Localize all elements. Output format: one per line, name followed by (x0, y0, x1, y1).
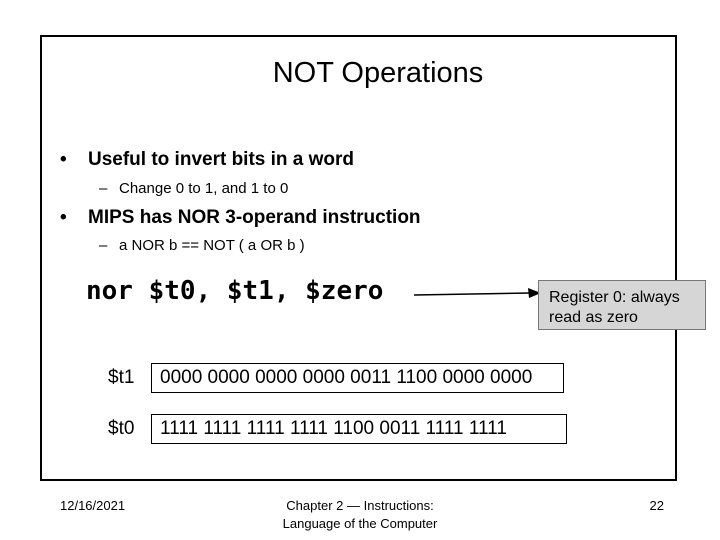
bullet-marker: • (60, 149, 67, 170)
arrow-icon (414, 282, 542, 302)
footer-page-number: 22 (649, 498, 664, 513)
register-t1-value (151, 363, 564, 393)
footer-date: 12/16/2021 (60, 498, 126, 513)
register-t0-box (151, 414, 567, 444)
bullet-marker: • (60, 207, 67, 228)
footer-chapter (260, 497, 460, 533)
sub-marker: – (99, 180, 108, 197)
bullet-2 (60, 206, 421, 230)
bullet-1-sub-text: Change 0 to 1, and 1 to 0 (119, 180, 289, 197)
register-label-t1: $t1 (108, 367, 135, 388)
slide-title: NOT Operations (272, 57, 484, 89)
footer-chapter-line-2: Language of the Computer (282, 516, 438, 531)
callout-line-1: Register 0: always (549, 289, 680, 306)
sub-marker: – (99, 237, 108, 254)
register-t1-box (151, 363, 564, 393)
bullet-2-sub-text: a NOR b == NOT ( a OR b ) (119, 237, 305, 254)
bullet-2-sub (99, 236, 305, 256)
register-t0-value (151, 414, 567, 444)
bullet-1-sub (99, 179, 289, 199)
bullet-2-text: MIPS has NOR 3-operand instruction (88, 207, 421, 228)
register-t1-bits: 0000 0000 0000 0000 0011 1100 0000 0000 (160, 367, 533, 388)
footer-chapter-line-1: Chapter 2 — Instructions: (286, 498, 434, 513)
callout-line-2: read as zero (549, 309, 638, 326)
bullet-1 (60, 148, 355, 172)
instruction-code: nor $t0, $t1, $zero (86, 276, 384, 306)
register-t0-bits: 1111 1111 1111 1111 1100 0011 1111 1111 (160, 418, 507, 439)
register-label-t0: $t0 (108, 418, 135, 439)
callout-box (538, 280, 706, 330)
bullet-1-text: Useful to invert bits in a word (88, 149, 355, 170)
